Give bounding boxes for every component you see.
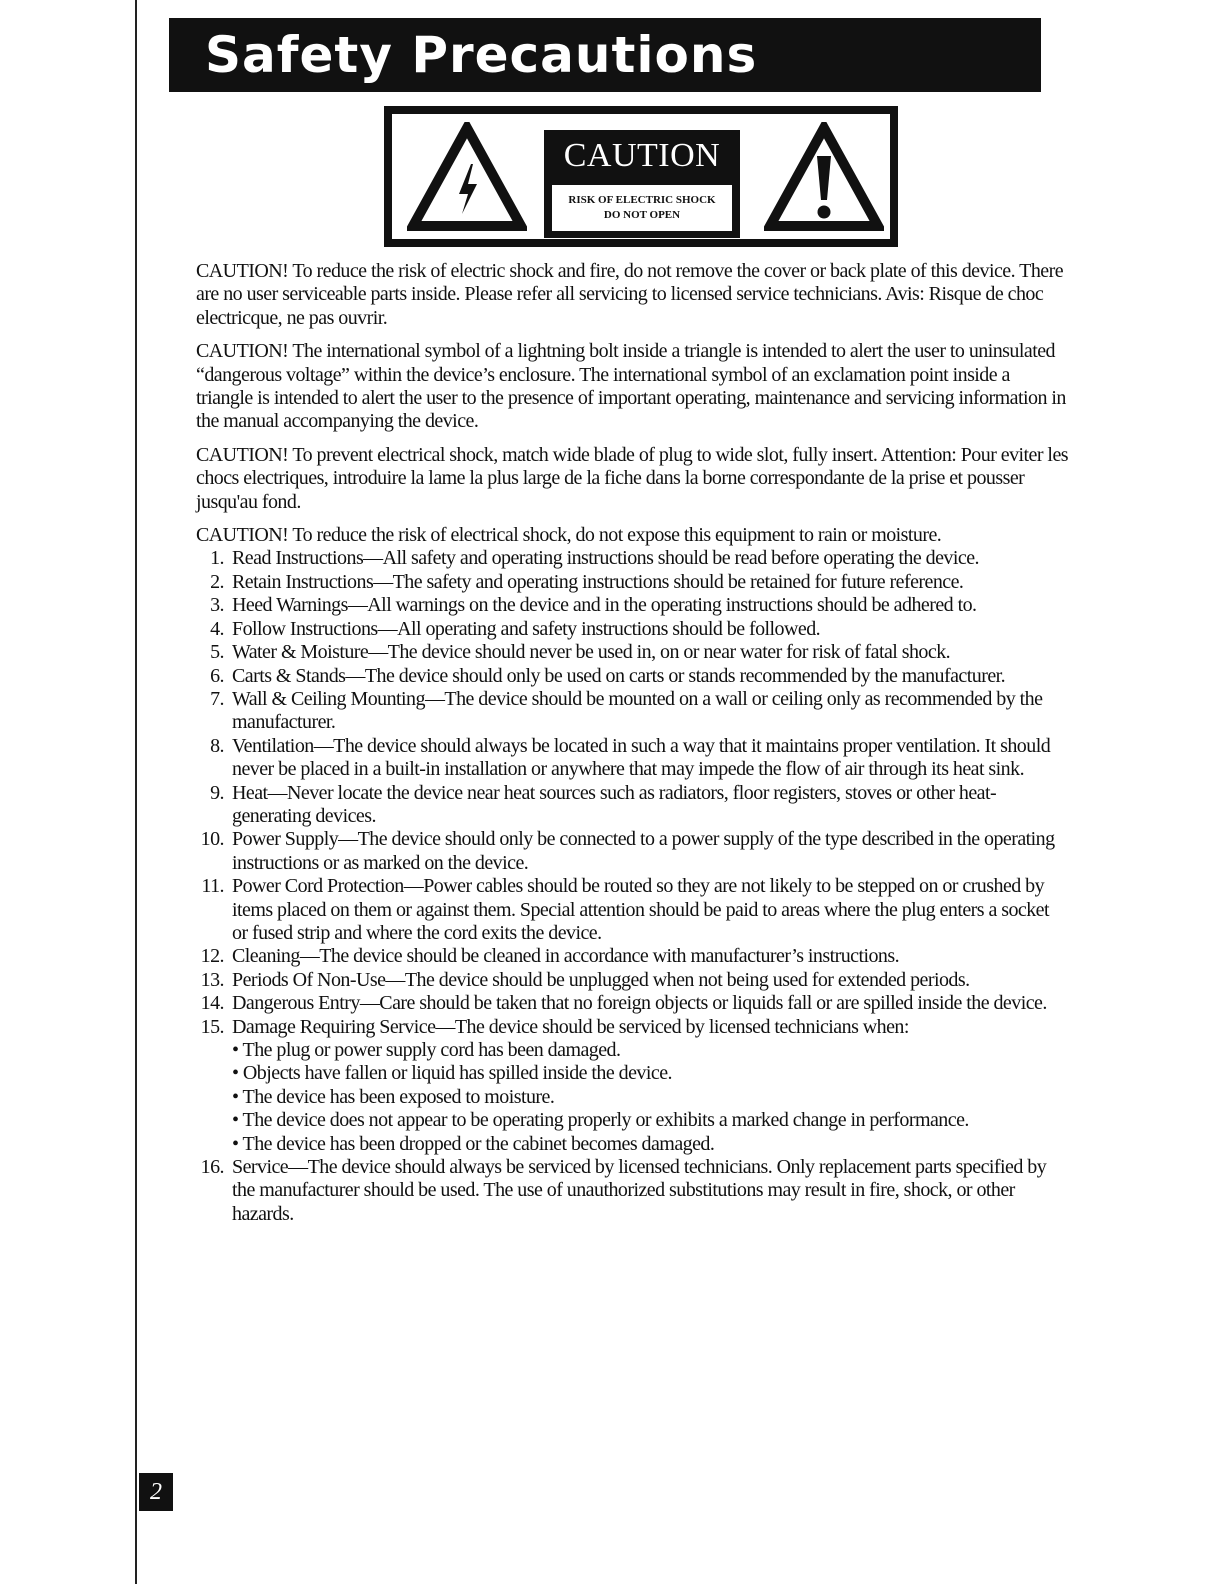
list-item — [196, 665, 1068, 688]
list-item — [196, 547, 1068, 570]
caution-line-2: DO NOT OPEN — [603, 209, 681, 221]
list-number: 3. — [210, 594, 224, 617]
list-number: 5. — [210, 641, 224, 664]
list-number: 2. — [210, 570, 224, 593]
bullet-item: • Objects have fallen or liquid has spilled inside the device. — [232, 1062, 672, 1085]
page-number: 2 — [139, 1473, 173, 1511]
list-item — [196, 641, 1068, 664]
caution-paragraph: CAUTION! To reduce the risk of electric shock and fire, do not remove the cover or back plate of this device. There are no user serviceable parts inside. Please refer all servicing to licensed service technicians. Avis: Risque de choc electricque, ne pas ouvrir. — [196, 260, 1064, 329]
list-number: 9. — [210, 781, 224, 804]
list-item — [196, 945, 1068, 968]
list-item — [196, 735, 1068, 782]
list-number: 13. — [200, 968, 224, 991]
service-conditions-list — [232, 1039, 1068, 1156]
exclamation-warning-icon — [764, 122, 884, 232]
list-text: Retain Instructions—The safety and operating instructions should be retained for future reference. — [232, 570, 964, 593]
list-text: Damage Requiring Service—The device should be serviced by licensed technicians when: — [232, 1015, 909, 1038]
list-item — [196, 828, 1068, 875]
list-text: Read Instructions—All safety and operating instructions should be read before operating the device. — [232, 547, 979, 570]
list-number: 6. — [210, 664, 224, 687]
list-text: Heed Warnings—All warnings on the device and in the operating instructions should be adhered to. — [232, 594, 977, 617]
list-text: Cleaning—The device should be cleaned in accordance with manufacturer’s instructions. — [232, 945, 900, 968]
caution-line-1: RISK OF ELECTRIC SHOCK — [568, 194, 716, 206]
list-text: Follow Instructions—All operating and safety instructions should be followed. — [232, 617, 821, 640]
list-item — [196, 875, 1068, 945]
bullet-item: • The device does not appear to be operating properly or exhibits a marked change in performance. — [232, 1109, 969, 1132]
caution-label-box — [384, 106, 898, 247]
list-item — [196, 969, 1068, 992]
list-number: 15. — [200, 1015, 224, 1038]
safety-text — [196, 260, 1068, 1226]
list-item — [196, 571, 1068, 594]
list-number: 7. — [210, 687, 224, 710]
list-number: 12. — [200, 945, 224, 968]
caution-label — [544, 130, 740, 238]
list-text: Periods Of Non-Use—The device should be unplugged when not being used for extended periods. — [232, 968, 970, 991]
list-number: 11. — [201, 875, 224, 898]
list-item — [196, 992, 1068, 1015]
list-item — [196, 1016, 1068, 1156]
caution-heading: CAUTION — [563, 137, 721, 174]
page-title: Safety Precautions — [205, 26, 758, 84]
list-number: 4. — [210, 617, 224, 640]
title-bar — [169, 18, 1041, 92]
list-text: Heat—Never locate the device near heat sources such as radiators, floor registers, stoves or other heat-generating devices. — [232, 781, 997, 827]
list-text: Power Cord Protection—Power cables should be routed so they are not likely to be stepped on or crushed by items placed on them or against them. Special attention should be paid to areas where the plug enters a socket or fused strip and where the cord exits the device. — [232, 875, 1050, 944]
list-number: 10. — [200, 828, 224, 851]
list-number: 16. — [200, 1156, 224, 1179]
list-item — [196, 782, 1068, 829]
list-item — [196, 688, 1068, 735]
list-text: Dangerous Entry—Care should be taken that no foreign objects or liquids fall or are spilled inside the device. — [232, 992, 1047, 1015]
lightning-warning-icon — [407, 122, 527, 232]
caution-label-inner — [392, 114, 890, 239]
caution-subtext — [552, 185, 732, 231]
caution-paragraph: CAUTION! The international symbol of a lightning bolt inside a triangle is intended to alert the user to uninsulated “dangerous voltage” within the device’s enclosure. The international symbol of an exclamation point inside a triangle is intended to alert the user to the presence of important operating, maintenance and servicing information in the manual accompanying the device. — [196, 340, 1066, 433]
list-text: Wall & Ceiling Mounting—The device should be mounted on a wall or ceiling only as recommended by the manufacturer. — [232, 687, 1043, 734]
caution-paragraph: CAUTION! To reduce the risk of electrical shock, do not expose this equipment to rain or moisture. — [196, 524, 942, 547]
list-item — [196, 1156, 1068, 1226]
list-text: Carts & Stands—The device should only be used on carts or stands recommended by the manufacturer. — [232, 664, 1006, 687]
list-number: 8. — [210, 734, 224, 757]
list-item — [196, 594, 1068, 617]
list-text: Ventilation—The device should always be located in such a way that it maintains proper ventilation. It should never be placed in a built-in installation or anywhere that may impede the flow of air through its heat sink. — [232, 734, 1051, 781]
list-item — [196, 618, 1068, 641]
list-number: 14. — [200, 992, 224, 1015]
page-margin-rule — [135, 0, 137, 1584]
bullet-item: • The device has been dropped or the cabinet becomes damaged. — [232, 1132, 715, 1155]
list-text: Power Supply—The device should only be connected to a power supply of the type described in the operating instructions or as marked on the device. — [232, 828, 1055, 874]
list-number: 1. — [210, 547, 224, 570]
list-text: Service—The device should always be serviced by licensed technicians. Only replacement parts specified by the manufacturer should be used. The use of unauthorized substitutions may result in fire, shock, or other hazards. — [232, 1156, 1047, 1225]
bullet-item: • The device has been exposed to moisture. — [232, 1085, 555, 1108]
safety-rules-list — [196, 547, 1068, 1226]
bullet-item: • The plug or power supply cord has been damaged. — [232, 1039, 621, 1061]
list-text: Water & Moisture—The device should never be used in, on or near water for risk of fatal shock. — [232, 641, 951, 664]
caution-paragraph: CAUTION! To prevent electrical shock, match wide blade of plug to wide slot, fully insert. Attention: Pour eviter les chocs electriques, introduire la lame la plus large de la fiche dans la borne correspondante de la prise et pousser jusqu'au fond. — [196, 443, 1068, 513]
